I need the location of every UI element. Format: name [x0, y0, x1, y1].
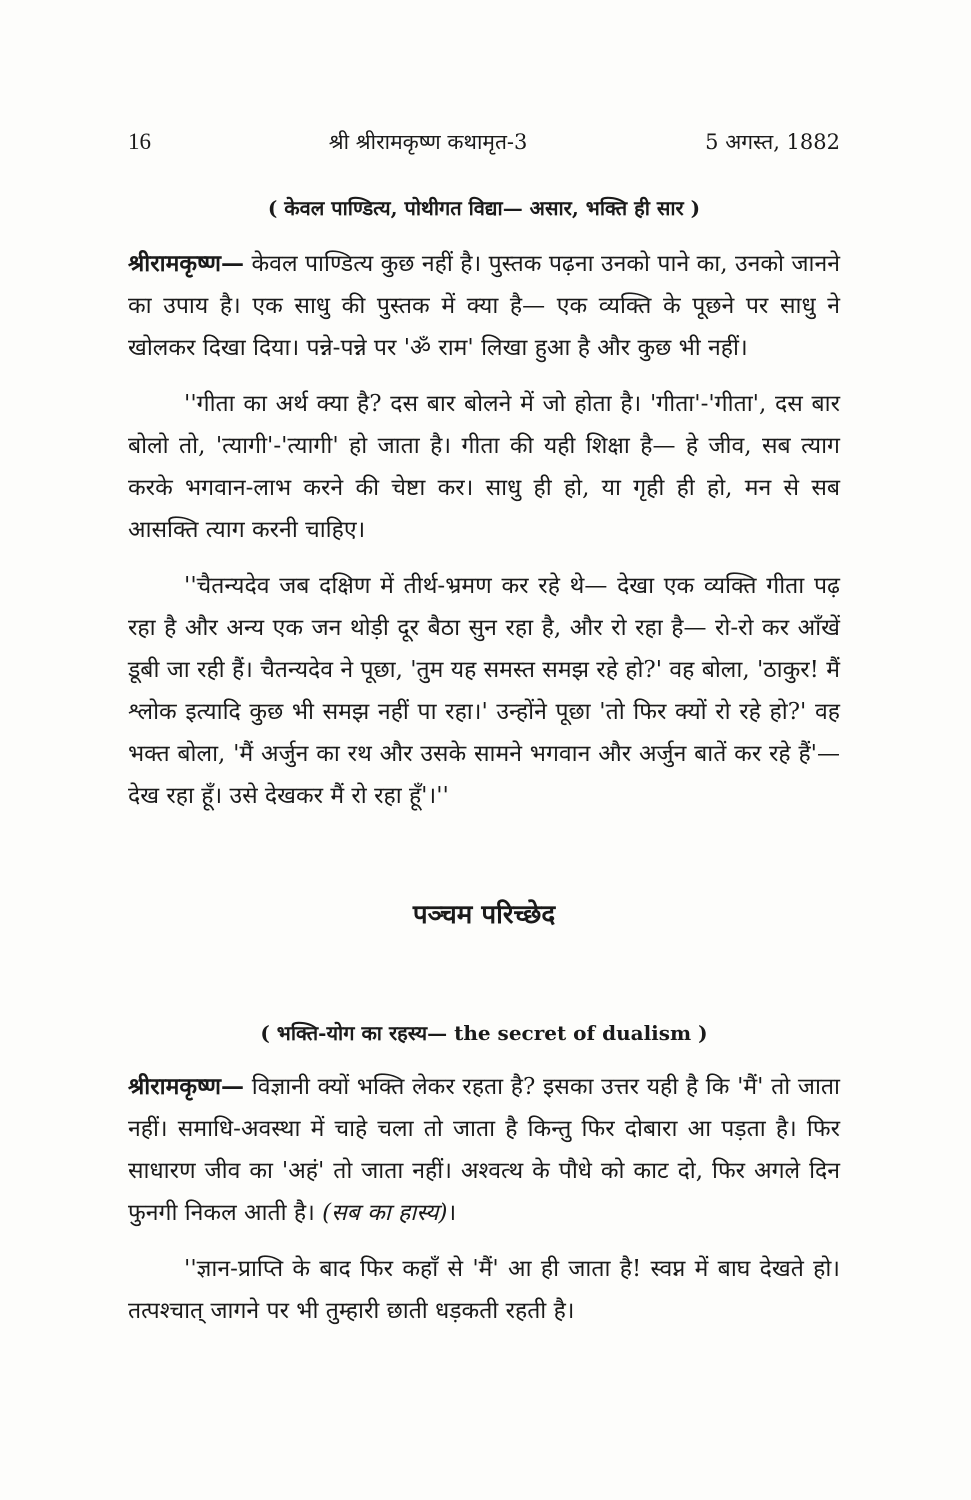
- paragraph-text: विज्ञानी क्यों भक्ति लेकर रहता है? इसका उत्तर यही है कि 'मैं' तो जाता नहीं। समाधि-अवस्था में चाहे चला तो जाता है किन्तु फिर दोबारा आ पड़ता है। फिर साधारण जीव का 'अहं' तो जाता नहीं। अश्वत्थ के पौधे को काट दो, फिर अगले दिन फुनगी निकल आती है।: [128, 1074, 840, 1226]
- page-number: 16: [128, 129, 151, 154]
- paragraph: ''चैतन्यदेव जब दक्षिण में तीर्थ-भ्रमण कर रहे थे— देखा एक व्यक्ति गीता पढ़ रहा है और अन्य एक जन थोड़ी दूर बैठा सुन रहा है, और रो रहा है— रो-रो कर आँखें डूबी जा रही हैं। चैतन्यदेव ने पूछा, 'तुम यह समस्त समझ रहे हो?' वह बोला, 'ठाकुर! मैं श्लोक इत्यादि कुछ भी समझ नहीं पा रहा।' उन्होंने पूछा 'तो फिर क्यों रो रहे हो?' वह भक्त बोला, 'मैं अर्जुन का रथ और उसके सामने भगवान और अर्जुन बातें कर रहे हैं'— देख रहा हूँ। उसे देखकर मैं रो रहा हूँ'।'': [128, 573, 840, 809]
- running-header: [128, 128, 840, 156]
- chapter-title: पञ्चम परिच्छेद: [412, 900, 556, 930]
- paragraph-end: ।: [447, 1200, 457, 1226]
- book-page: [128, 128, 840, 1346]
- header-date: 5 अगस्त, 1882: [705, 130, 840, 154]
- paragraph-text: केवल पाण्डित्य कुछ नहीं है। पुस्तक पढ़ना उनको पाने का, उनको जानने का उपाय है। एक साधु की पुस्तक में क्या है— एक व्यक्ति के पूछने पर साधु ने खोलकर दिखा दिया। पन्ने-पन्ने पर 'ॐ राम' लिखा हुआ है और कुछ भी नहीं।: [128, 251, 840, 361]
- section-subheading: ( भक्ति-योग का रहस्य— the secret of dualism ): [260, 1021, 708, 1045]
- paragraph: [128, 243, 840, 369]
- paragraph: [128, 1066, 840, 1234]
- paragraph: ''गीता का अर्थ क्या है? दस बार बोलने में जो होता है। 'गीता'-'गीता', दस बार बोलो तो, 'त्यागी'-'त्यागी' हो जाता है। गीता की यही शिक्षा है— हे जीव, सब त्याग करके भगवान-लाभ करने की चेष्टा कर। साधु ही हो, या गृही ही हो, मन से सब आसक्ति त्याग करनी चाहिए।: [128, 391, 840, 543]
- paragraph: ''ज्ञान-प्राप्ति के बाद फिर कहाँ से 'मैं' आ ही जाता है! स्वप्न में बाघ देखते हो। तत्पश्चात् जागने पर भी तुम्हारी छाती धड़कती रहती है।: [128, 1256, 840, 1324]
- stage-direction: (सब का हास्य): [322, 1200, 448, 1226]
- section-subheading: ( केवल पाण्डित्य, पोथीगत विद्या— असार, भक्ति ही सार ): [267, 196, 701, 220]
- speaker-name: श्रीरामकृष्ण—: [128, 250, 245, 277]
- speaker-name: श्रीरामकृष्ण—: [128, 1073, 245, 1100]
- book-title: श्री श्रीरामकृष्ण कथामृत-3: [328, 130, 528, 154]
